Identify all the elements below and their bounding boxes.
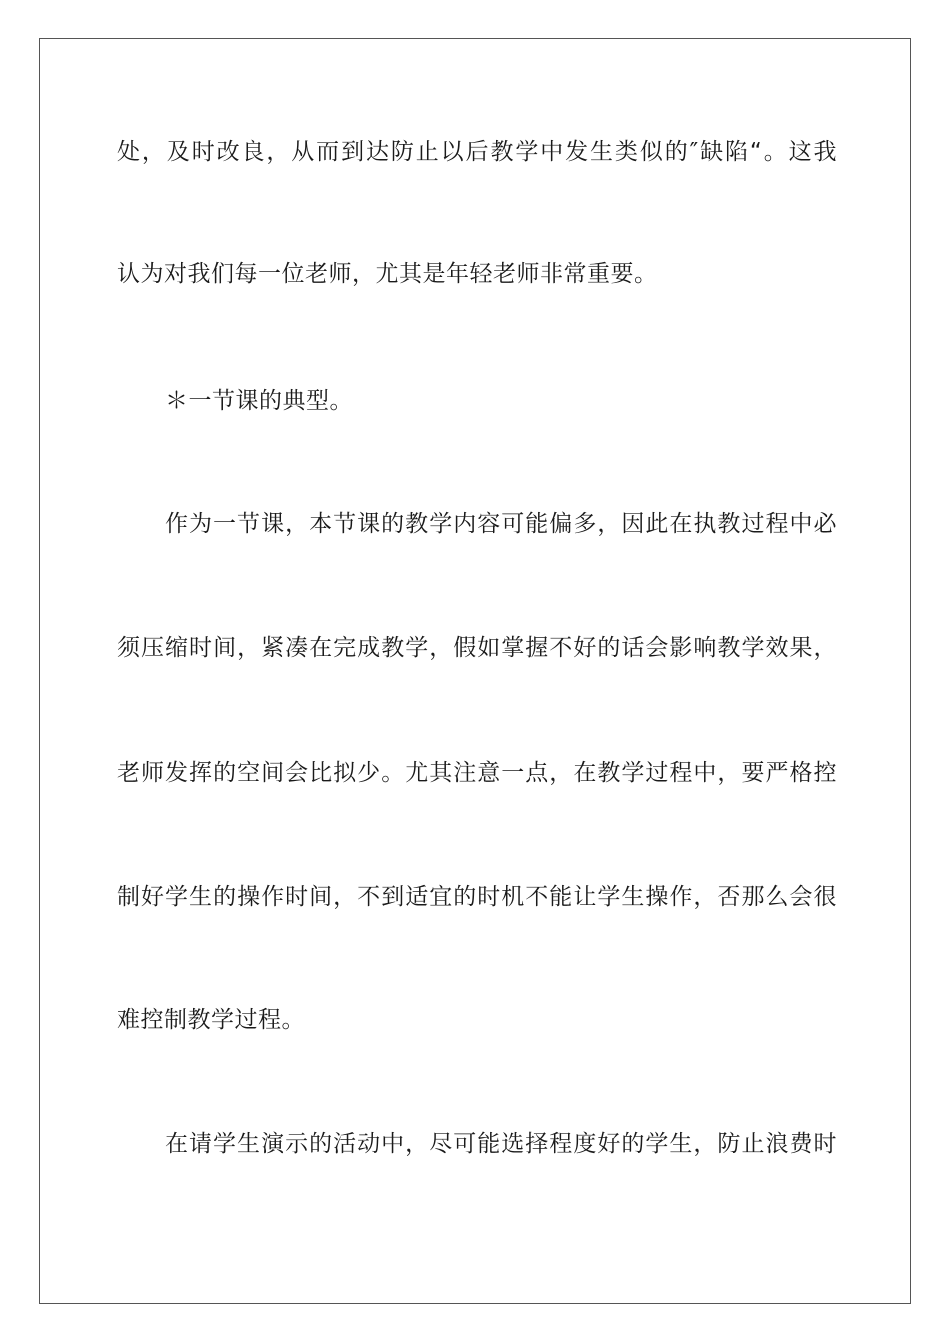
paragraph-line-3: 作为一节课，本节课的教学内容可能偏多，因此在执教过程中必 xyxy=(165,511,837,537)
page-border xyxy=(39,38,911,1304)
section-heading: ＊一节课的典型。 xyxy=(165,388,353,414)
paragraph-line-5: 老师发挥的空间会比拟少。尤其注意一点，在教学过程中，要严格控 xyxy=(117,760,837,786)
paragraph-line-7: 难控制教学过程。 xyxy=(117,1007,305,1033)
paragraph-line-6: 制好学生的操作时间，不到适宜的时机不能让学生操作，否那么会很 xyxy=(117,884,837,910)
paragraph-line-8: 在请学生演示的活动中，尽可能选择程度好的学生，防止浪费时 xyxy=(165,1131,837,1157)
paragraph-line-1: 处，及时改良，从而到达防止以后教学中发生类似的″缺陷“。这我 xyxy=(117,139,837,165)
paragraph-line-2: 认为对我们每一位老师，尤其是年轻老师非常重要。 xyxy=(117,261,658,287)
paragraph-line-4: 须压缩时间，紧凑在完成教学，假如掌握不好的话会影响教学效果， xyxy=(117,635,837,661)
